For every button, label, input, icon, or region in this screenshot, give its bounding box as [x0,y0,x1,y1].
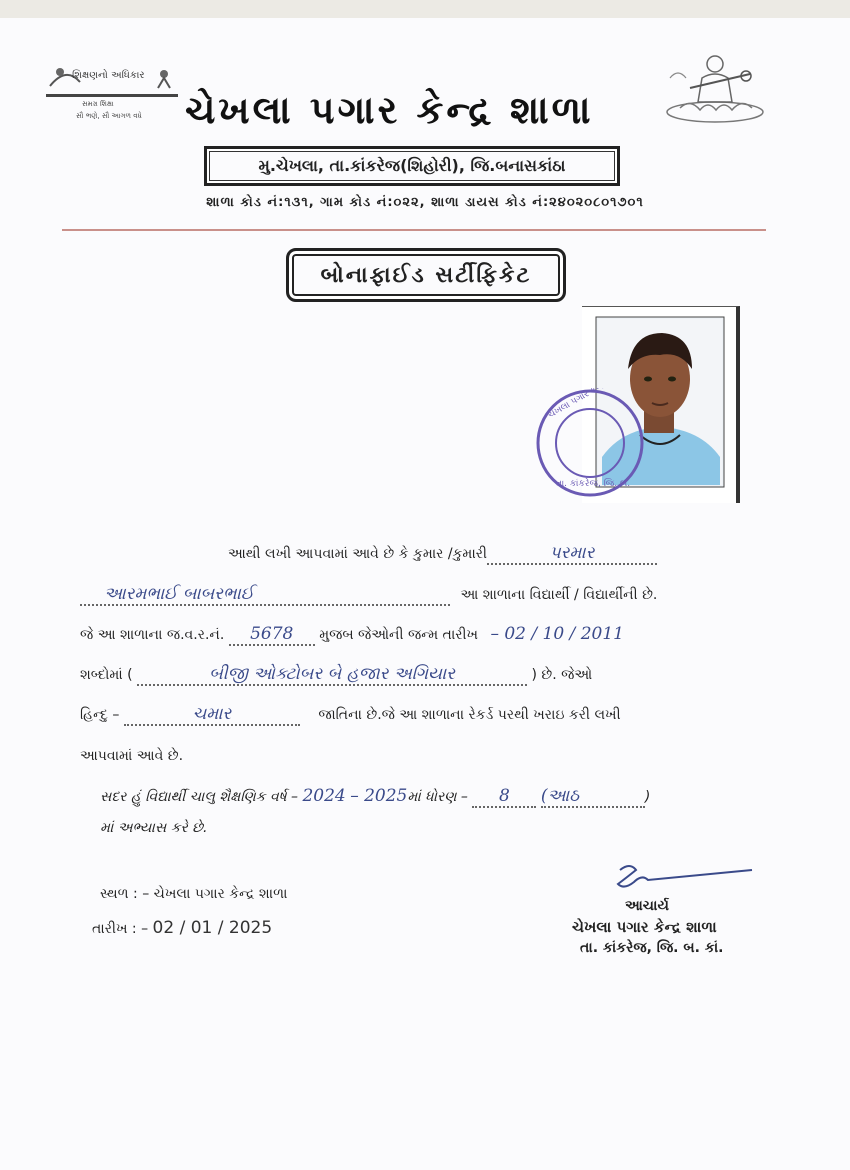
surname-value: પરમાર [549,543,595,563]
issue-date-value: 02 / 01 / 2025 [152,918,273,938]
line5-prefix: હિન્દુ – [80,707,120,723]
line-8: માં અભ્યાસ કરે છે. [100,820,208,836]
divider [62,229,766,231]
logo-subtitle-1: સમગ્ર શિક્ષા [82,100,114,108]
school-name-heading: ચેખલા પગાર કેન્દ્ર શાળા [185,88,594,132]
standard-words-value: (આઠ [540,786,579,806]
line1-prefix: આથી લખી આપવામાં આવે છે કે કુમાર /કુમારી [228,546,487,562]
standard-value: 8 [498,786,510,806]
line-4 [80,664,592,686]
logo-banner [46,64,178,97]
school-stamp [520,388,660,498]
line-3 [80,624,624,646]
birth-date-words-value: બીજી ઓક્ટોબર બે હજાર અગિયાર [209,664,455,684]
line-1 [228,543,657,565]
logo-banner-text: શિક્ષણનો અધિકાર [72,70,145,81]
student-name-value: આરમભાઈ બાબરભાઈ [104,584,254,604]
date-line [92,918,272,938]
place-label: સ્થળ : – ચેખલા પગાર કેન્દ્ર શાળા [100,886,288,902]
shikshan-adhikar-logo [46,64,178,128]
line-7 [100,786,650,808]
stamp-outer-text: ચેખલા પગાર કેન્દ્ર શાળા [546,388,626,421]
scan-edge [0,0,850,18]
line3-mid: મુજબ જેઓની જન્મ તારીખ [319,627,478,643]
line4-prefix: શબ્દોમાં ( [80,667,133,683]
school-codes: શાળા કોડ નં:૧૩૧, ગામ કોડ નં:૦૨૨, શાળા ડાયસ કોડ નં:૨૪૦૨૦૮૦૧૭૦૧ [206,195,644,210]
principal-signature [612,860,762,900]
caste-value: ચમાર [192,704,232,724]
year-to-value: – 2025 [350,786,408,806]
register-number-value: 5678 [250,624,294,644]
signature-school: ચેખલા પગાર કેન્દ્ર શાળા [572,918,717,936]
line-5 [80,704,621,726]
year-from-value: 2024 [302,786,346,806]
line-6: આપવામાં આવે છે. [80,748,184,764]
signature-designation: આચાર્ય [625,898,669,914]
line7-mid: માં ધોરણ – [407,789,468,805]
date-label: તારીખ : – [92,921,149,937]
line5-suffix: જાતિના છે.જે આ શાળાના રેકર્ડ પરથી ખરાઇ કરી લખી [318,707,621,723]
line2-suffix: આ શાળાના વિદ્યાર્થી / વિદ્યાર્થીની છે. [460,587,658,603]
certificate-title: બોનાફાઈડ સર્ટીફિકેટ [286,248,566,302]
signature-location: તા. કાંકરેજ, જિ. બ. કાં. [580,940,724,956]
birth-date-value: – 02 / 10 / 2011 [490,624,624,644]
line7-end: ) [644,789,651,805]
logo-subtitle-2: સૌ ભણે, સૌ આગળ વધે [76,112,142,120]
line3-prefix: જે આ શાળાના જ.વ.ર.નં. [80,627,225,643]
line4-suffix: ) છે. જેઓ [531,667,593,683]
line-2 [80,584,657,606]
line7-prefix: સદર હું વિદ્યાર્થી ચાલુ શૈક્ષણિક વર્ષ – [100,789,299,805]
saraswati-icon [660,48,770,128]
address-box: મુ.ચેખલા, તા.કાંકરેજ(શિહોરી), જિ.બનાસકાંઠા [204,146,620,186]
stamp-inner-text: તા. કાંકરેજ, જિ. બ. [556,479,631,489]
